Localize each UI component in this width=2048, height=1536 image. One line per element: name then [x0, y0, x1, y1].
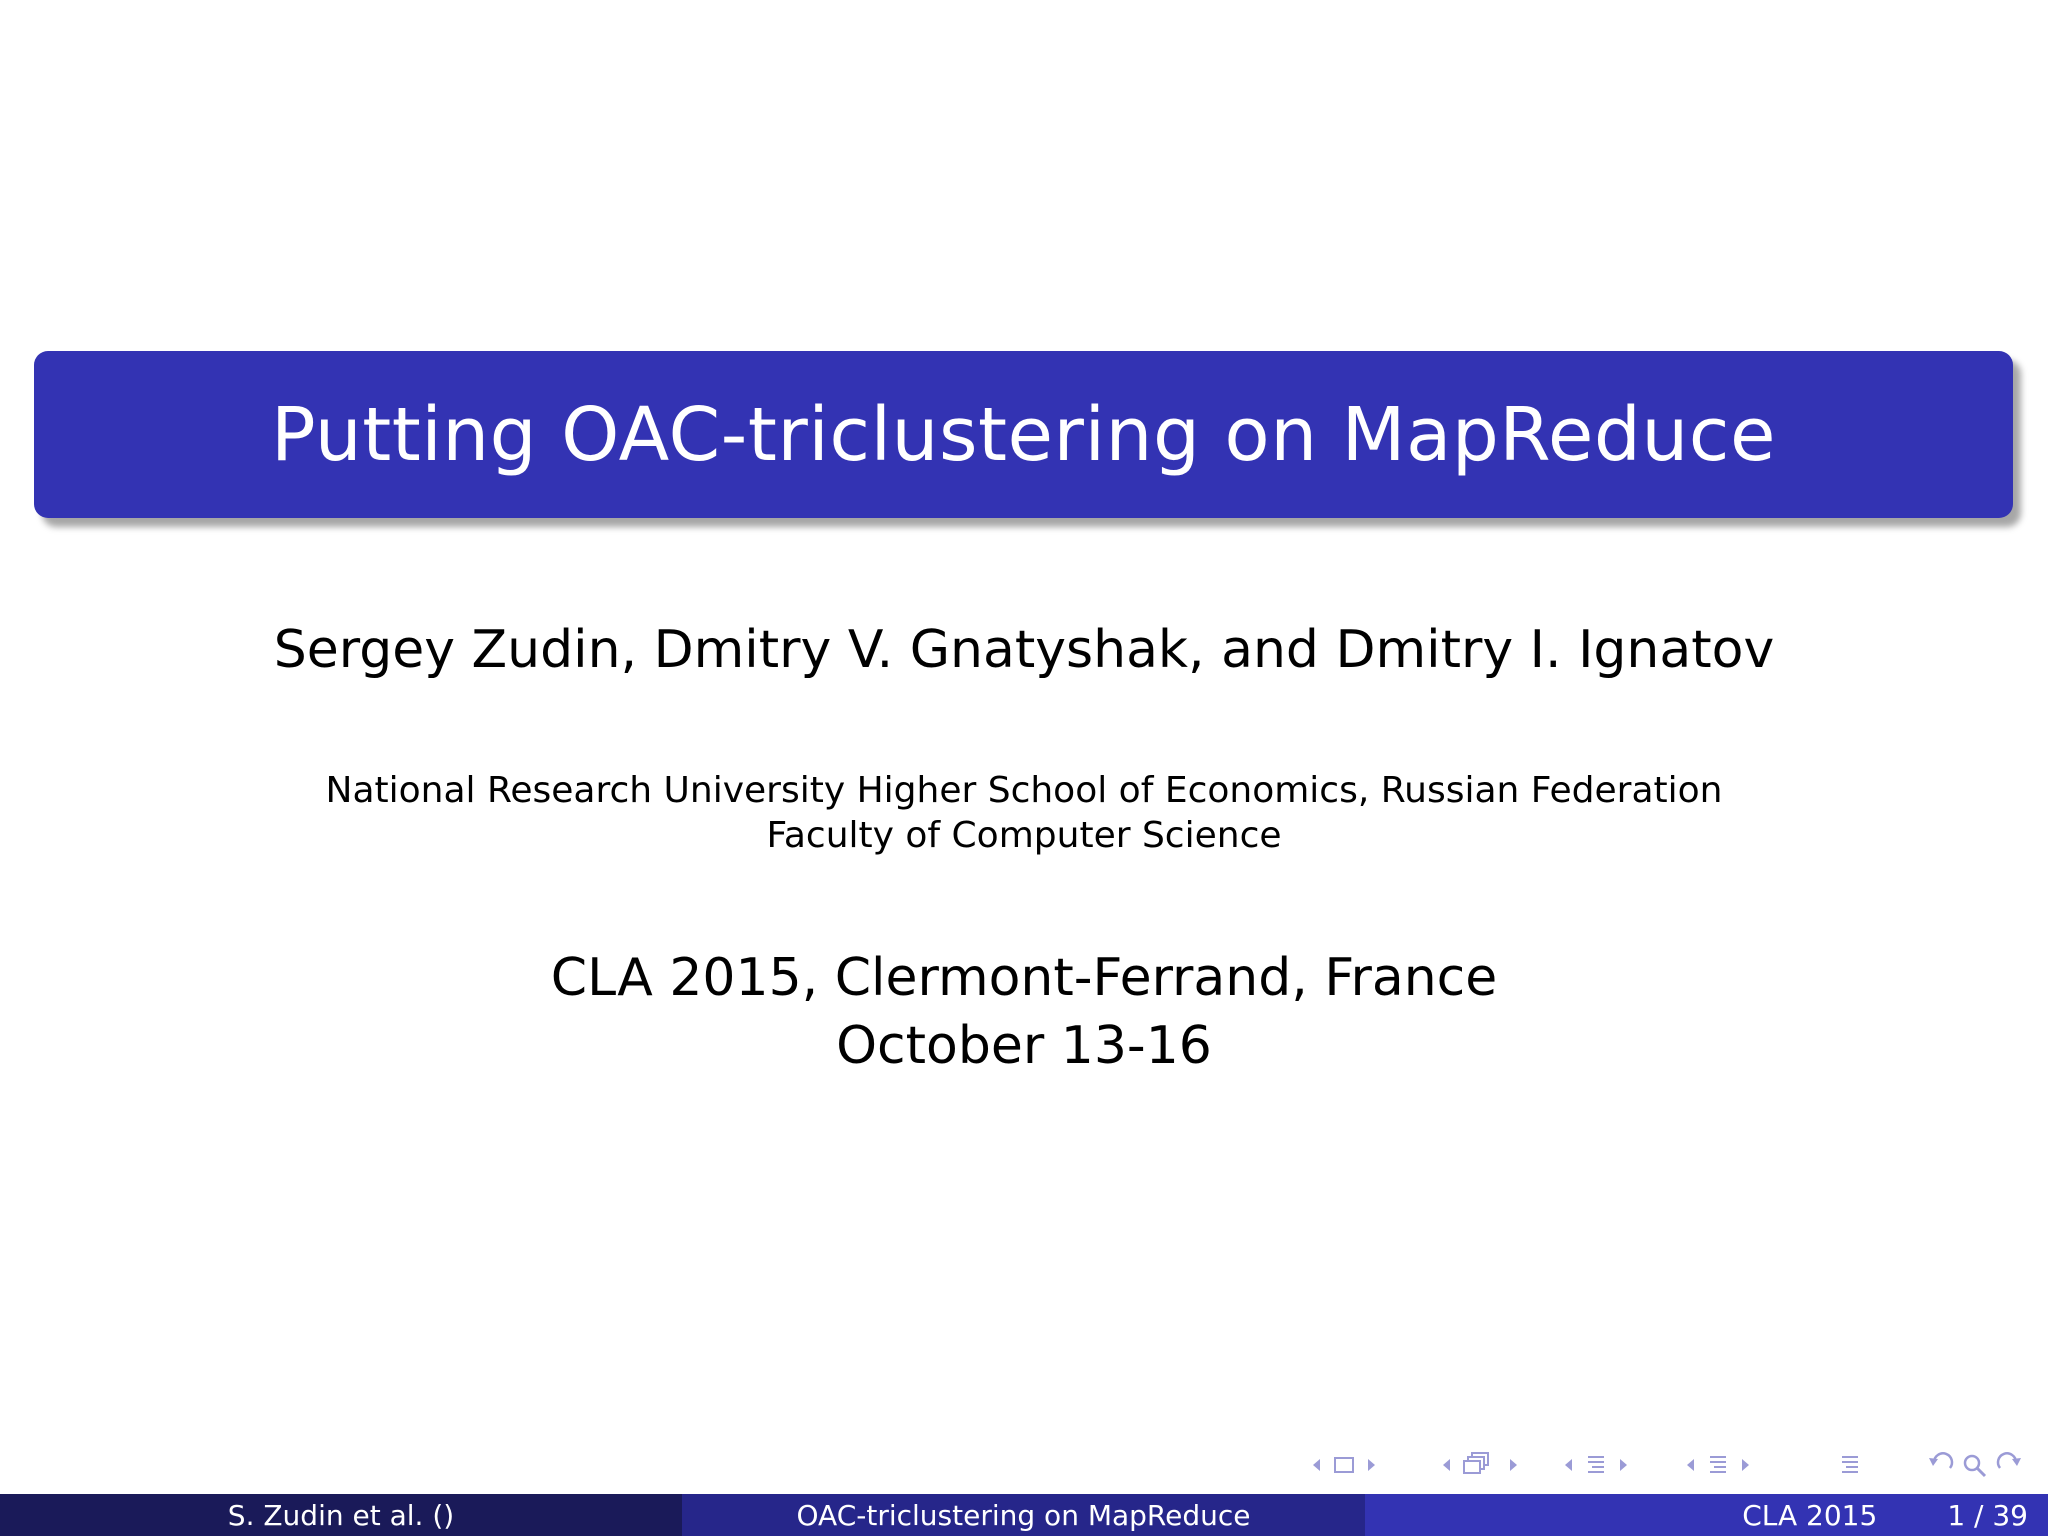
outline-next-icon[interactable]: [1738, 1450, 1752, 1480]
footer-title-text: OAC-triclustering on MapReduce: [796, 1498, 1251, 1532]
footer-bar: [0, 1494, 2048, 1536]
navigation-bar: [1310, 1450, 2038, 1480]
footer-author-text: S. Zudin et al. (): [227, 1498, 455, 1532]
affiliation-line-2: Faculty of Computer Science: [766, 815, 1282, 856]
event-info: [0, 944, 2048, 1080]
frame-next-icon[interactable]: [1364, 1450, 1378, 1480]
footer-author: [0, 1494, 682, 1536]
search-icon[interactable]: [1960, 1450, 1990, 1480]
back-icon[interactable]: [1926, 1450, 1956, 1480]
subsection-next-icon[interactable]: [1506, 1450, 1520, 1480]
frame-icon[interactable]: [1332, 1450, 1356, 1480]
title-box: [34, 351, 2013, 518]
forward-icon[interactable]: [1994, 1450, 2024, 1480]
section-prev-icon[interactable]: [1562, 1450, 1576, 1480]
appendix-icon[interactable]: [1838, 1450, 1862, 1480]
affiliation-line-1: National Research University Higher School of Economics, Russian Federation: [325, 770, 1723, 811]
slide-title: Putting OAC-triclustering on MapReduce: [270, 391, 1777, 478]
affiliation: [0, 768, 2048, 858]
authors: Sergey Zudin, Dmitry V. Gnatyshak, and Dmitry I. Ignatov: [273, 620, 1775, 680]
section-icon[interactable]: [1584, 1450, 1608, 1480]
frame-prev-icon[interactable]: [1310, 1450, 1324, 1480]
footer-info: [1365, 1494, 2048, 1536]
footer-title: [682, 1494, 1365, 1536]
page-number: 1 / 39: [1947, 1498, 2028, 1532]
subsection-prev-icon[interactable]: [1440, 1450, 1454, 1480]
event-location: CLA 2015, Clermont-Ferrand, France: [550, 948, 1498, 1008]
section-next-icon[interactable]: [1616, 1450, 1630, 1480]
footer-conference: CLA 2015: [1742, 1498, 1878, 1532]
event-date: October 13-16: [836, 1016, 1212, 1076]
outline-prev-icon[interactable]: [1684, 1450, 1698, 1480]
subsection-icon[interactable]: [1460, 1450, 1494, 1480]
outline-icon[interactable]: [1706, 1450, 1730, 1480]
